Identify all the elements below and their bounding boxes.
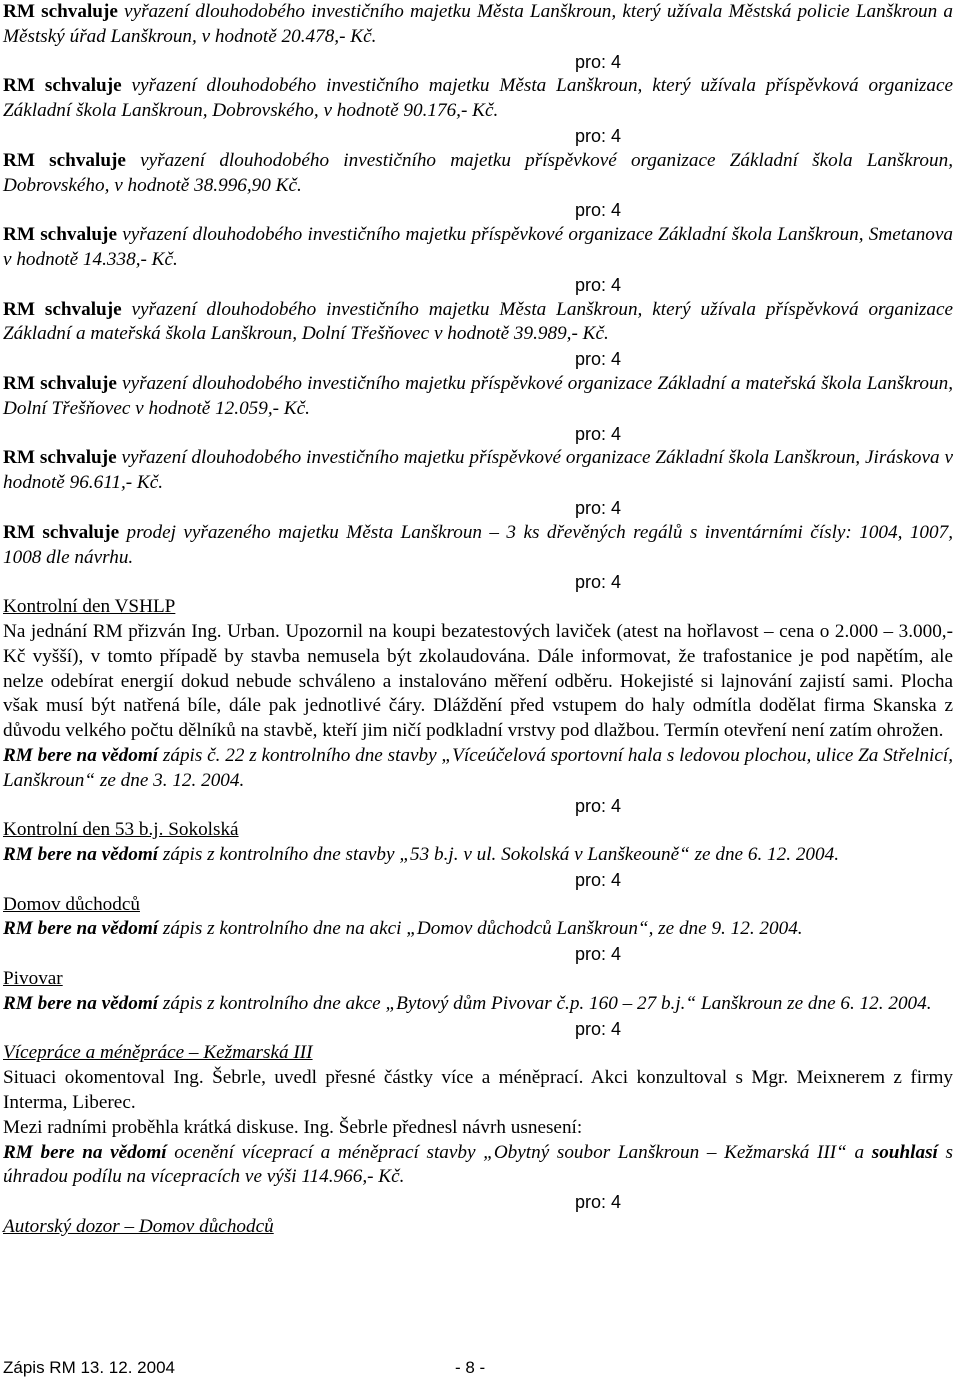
resolution-verb: RM schvaluje bbox=[3, 75, 122, 97]
resolution-verb: RM schvaluje bbox=[3, 298, 122, 320]
resolution-paragraph bbox=[3, 149, 953, 199]
resolution-verb: RM schvaluje bbox=[3, 149, 126, 171]
footer-meeting-label: Zápis RM 13. 12. 2004 bbox=[3, 1358, 175, 1377]
document-page bbox=[3, 0, 953, 1240]
resolution-verb: RM schvaluje bbox=[3, 1, 118, 22]
paragraph-text: prodej vyřazeného majetku Města Lanškroun – 3 ks dřevěných regálů s inventárními čísly: 1004, 1007, 1008 dle návrhu. bbox=[3, 521, 953, 568]
vote-result: pro: 4 bbox=[575, 125, 622, 146]
resolution-verb: RM schvaluje bbox=[3, 521, 120, 543]
resolution-paragraph bbox=[3, 744, 953, 794]
resolution-verb: RM schvaluje bbox=[3, 224, 117, 246]
resolution-paragraph bbox=[3, 372, 953, 422]
paragraph-text: vyřazení dlouhodobého investičního majetku Města Lanškroun, který užívala Městská policie Lanškroun a Městský úřad Lanškroun, v hodnotě 20.478,- Kč. bbox=[3, 1, 954, 47]
resolution-paragraph bbox=[3, 521, 953, 571]
paragraph-text: Mezi radními proběhla krátká diskuse. Ing. Šebrle přednesl návrh usnesení: bbox=[3, 1116, 583, 1138]
paragraph-text: vyřazení dlouhodobého investičního majetku Města Lanškroun, který užívala příspěvková organizace Základní škola Lanškroun, Dobrovského, v hodnotě 90.176,- Kč. bbox=[3, 75, 953, 122]
paragraph-text: Na jednání RM přizván Ing. Urban. Upozornil na koupi bezatestových laviček (atest na hořlavost – cena o 2.000 – 3.000,-Kč vyšší), v tomto případě by stavba nemusela být zkolaudována. Dále informovat, že trafostanice je pod napětím, ale nelze odebírat energií dokud nebude schváleno a instalováno měření odběru. Hokejisté si lajnování zajistí sami. Plocha však musí být natřená bíle, dále pak jednotlivé čáry. Dláždění před vstupem do haly odmítla dodělat firma Skanska z důvodu velkého počtu dělníků na stavbě, kteří jim ničí podkladní vrstvy pod dlažbou. Termín otevření není zatím ohrožen. bbox=[3, 620, 953, 742]
vote-result: pro: 4 bbox=[575, 51, 622, 72]
vote-result: pro: 4 bbox=[575, 795, 622, 816]
resolution-verb: RM bere na vědomí bbox=[3, 992, 159, 1014]
resolution-paragraph bbox=[3, 298, 953, 348]
resolution-paragraph bbox=[3, 843, 953, 868]
vote-result: pro: 4 bbox=[575, 869, 622, 890]
resolution-paragraph bbox=[3, 223, 953, 273]
resolution-verb: souhlasí bbox=[871, 1141, 938, 1163]
paragraph-text: vyřazení dlouhodobého investičního majetku příspěvkové organizace Základní a mateřská škola Lanškroun, Dolní Třešňovec v hodnotě 12.059,- Kč. bbox=[3, 372, 953, 419]
resolution-paragraph bbox=[3, 992, 953, 1017]
paragraph-text: vyřazení dlouhodobého investičního majetku příspěvkové organizace Základní škola Lanškroun, Jiráskova v hodnotě 96.611,- Kč. bbox=[3, 447, 953, 494]
paragraph-text: vyřazení dlouhodobého investičního majetku příspěvkové organizace Základní škola Lanškroun, Smetanova v hodnotě 14.338,- Kč. bbox=[3, 224, 953, 270]
paragraph-text: zápis č. 22 z kontrolního dne stavby „Víceúčelová sportovní hala s ledovou plochou, ulice Za Střelnicí, Lanškroun“ ze dne 3. 12. 2004. bbox=[3, 744, 954, 791]
resolution-paragraph bbox=[3, 74, 953, 124]
section-heading: Domov důchodců bbox=[3, 893, 140, 915]
resolution-verb: RM schvaluje bbox=[3, 447, 117, 469]
page-footer bbox=[3, 1356, 486, 1381]
paragraph-text: s úhradou podílu na vícepracích ve výši 114.966,- Kč. bbox=[3, 1141, 954, 1188]
paragraph-text: zápis z kontrolního dne na akci „Domov důchodců Lanškroun“, ze dne 9. 12. 2004. bbox=[158, 918, 803, 940]
footer-page-number: - 8 - bbox=[455, 1358, 486, 1377]
section-heading: Autorský dozor – Domov důchodců bbox=[3, 1216, 274, 1238]
vote-result: pro: 4 bbox=[575, 497, 622, 518]
paragraph-text: Situaci okomentoval Ing. Šebrle, uvedl přesné částky více a méněprací. Akci konzultoval s Mgr. Meixnerem z firmy Interma, Liberec. bbox=[3, 1067, 953, 1114]
resolution-paragraph bbox=[3, 1066, 953, 1116]
resolution-verb: RM bere na vědomí bbox=[3, 844, 159, 866]
resolution-paragraph bbox=[3, 917, 953, 942]
section-heading: Pivovar bbox=[3, 968, 63, 990]
resolution-verb: RM bere na vědomí bbox=[3, 918, 159, 940]
vote-result: pro: 4 bbox=[575, 200, 622, 221]
vote-result: pro: 4 bbox=[575, 423, 622, 444]
resolution-paragraph bbox=[3, 446, 953, 496]
paragraph-text: zápis z kontrolního dne stavby „53 b.j. v ul. Sokolská v Lanškeouně“ ze dne 6. 12. 2004. bbox=[158, 844, 840, 866]
resolution-paragraph bbox=[3, 1116, 953, 1141]
vote-result: pro: 4 bbox=[575, 944, 622, 965]
vote-result: pro: 4 bbox=[575, 572, 622, 593]
vote-result: pro: 4 bbox=[575, 274, 622, 295]
paragraph-text: ocenění víceprací a méněprací stavby „Obytný soubor Lanškroun – Kežmarská III“ a bbox=[166, 1141, 872, 1163]
resolution-verb: RM bere na vědomí bbox=[3, 1141, 167, 1163]
resolution-verb: RM schvaluje bbox=[3, 372, 117, 394]
section-heading: Kontrolní den 53 b.j. Sokolská bbox=[3, 819, 239, 841]
resolution-paragraph bbox=[3, 620, 953, 744]
section-heading: Vícepráce a méněpráce – Kežmarská III bbox=[3, 1042, 313, 1064]
vote-result: pro: 4 bbox=[575, 349, 622, 370]
paragraph-text: vyřazení dlouhodobého investičního majetku Města Lanškroun, který užívala příspěvková organizace Základní a mateřská škola Lanškroun, Dolní Třešňovec v hodnotě 39.989,- Kč. bbox=[3, 298, 953, 345]
resolution-paragraph bbox=[3, 1141, 953, 1191]
resolution-paragraph bbox=[3, 0, 953, 50]
section-heading: Kontrolní den VSHLP bbox=[3, 596, 176, 618]
resolution-verb: RM bere na vědomí bbox=[3, 744, 159, 766]
paragraph-text: zápis z kontrolního dne akce „Bytový dům Pivovar č.p. 160 – 27 b.j.“ Lanškroun ze dne 6. 12. 2004. bbox=[158, 992, 932, 1014]
vote-result: pro: 4 bbox=[575, 1018, 622, 1039]
vote-result: pro: 4 bbox=[575, 1192, 622, 1213]
paragraph-text: vyřazení dlouhodobého investičního majetku příspěvkové organizace Základní škola Lanškroun, Dobrovského, v hodnotě 38.996,90 Kč. bbox=[3, 149, 954, 196]
